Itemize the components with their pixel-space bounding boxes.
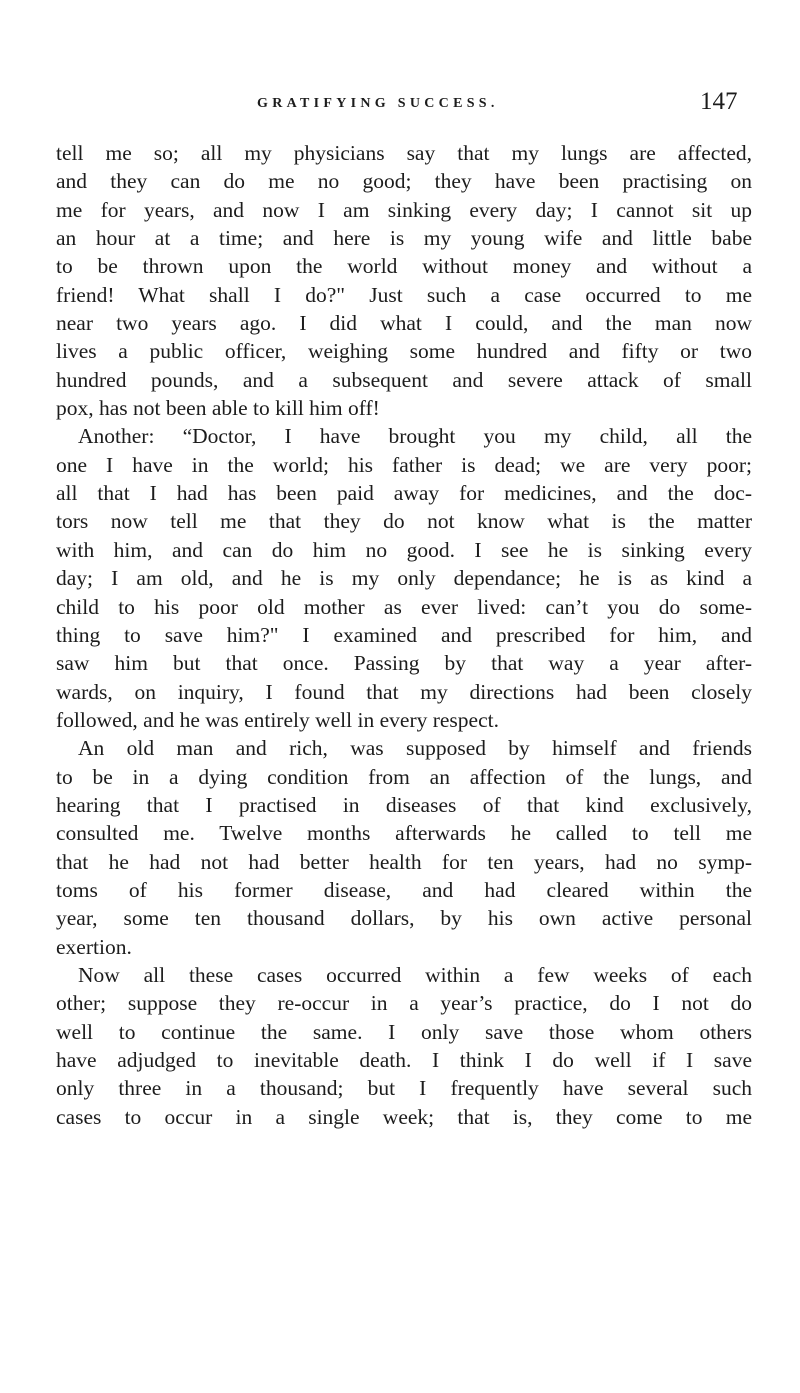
text-line: saw him but that once. Passing by that way a year after- [56,651,752,676]
text-line: child to his poor old mother as ever lived: can’t you do some- [56,594,752,619]
text-line: an hour at a time; and here is my young wife and little babe [56,226,752,251]
text-line: have adjudged to inevitable death. I think I do well if I save [56,1048,752,1072]
text-line: Now all these cases occurred within a few weeks of each [78,962,752,987]
text-line: exertion. [56,934,132,959]
text-line: one I have in the world; his father is dead; we are very poor; [56,452,752,477]
text-line: Another: “Doctor, I have brought you my child, all the [78,424,752,449]
text-line: well to continue the same. I only save those whom others [56,1019,752,1044]
text-line: tors now tell me that they do not know what is the matter [56,509,752,534]
running-title: GRATIFYING SUCCESS. [257,96,499,111]
text-line: thing to save him?" I examined and prescribed for him, and [56,622,752,647]
text-line: An old man and rich, was supposed by himself and friends [78,736,752,761]
text-line: lives a public officer, weighing some hundred and fifty or two [56,339,752,364]
text-line: to be thrown upon the world without money and without a [56,254,752,279]
text-line: day; I am old, and he is my only dependance; he is as kind a [56,566,752,591]
text-line: consulted me. Twelve months afterwards he called to tell me [56,821,752,846]
text-line: all that I had has been paid away for medicines, and the doc- [56,481,752,506]
text-line: friend! What shall I do?" Just such a case occurred to me [56,282,752,307]
page-number: 147 [700,88,738,115]
text-line: wards, on inquiry, I found that my directions had been closely [56,679,752,704]
text-line: me for years, and now I am sinking every day; I cannot sit up [56,197,752,222]
text-line: pox, has not been able to kill him off! [56,396,380,421]
text-line: cases to occur in a single week; that is, they come to me [56,1104,752,1129]
body-text [56,139,752,1131]
text-line: with him, and can do him no good. I see he is sinking every [56,537,752,562]
text-line: hundred pounds, and a subsequent and severe attack of small [56,367,752,392]
text-line: that he had not had better health for ten years, had no symp- [56,849,752,874]
text-line: tell me so; all my physicians say that my lungs are affected, [56,141,752,165]
text-line: and they can do me no good; they have been practising on [56,169,752,194]
running-head [0,88,800,122]
text-line: only three in a thousand; but I frequently have several such [56,1076,752,1101]
text-line: year, some ten thousand dollars, by his own active personal [56,906,752,931]
text-line: followed, and he was entirely well in every respect. [56,707,499,732]
text-line: other; suppose they re-occur in a year’s practice, do I not do [56,991,752,1016]
text-line: hearing that I practised in diseases of that kind exclusively, [56,792,752,817]
text-line: near two years ago. I did what I could, and the man now [56,311,752,336]
text-line: to be in a dying condition from an affection of the lungs, and [56,764,752,789]
text-line: toms of his former disease, and had cleared within the [56,877,752,902]
